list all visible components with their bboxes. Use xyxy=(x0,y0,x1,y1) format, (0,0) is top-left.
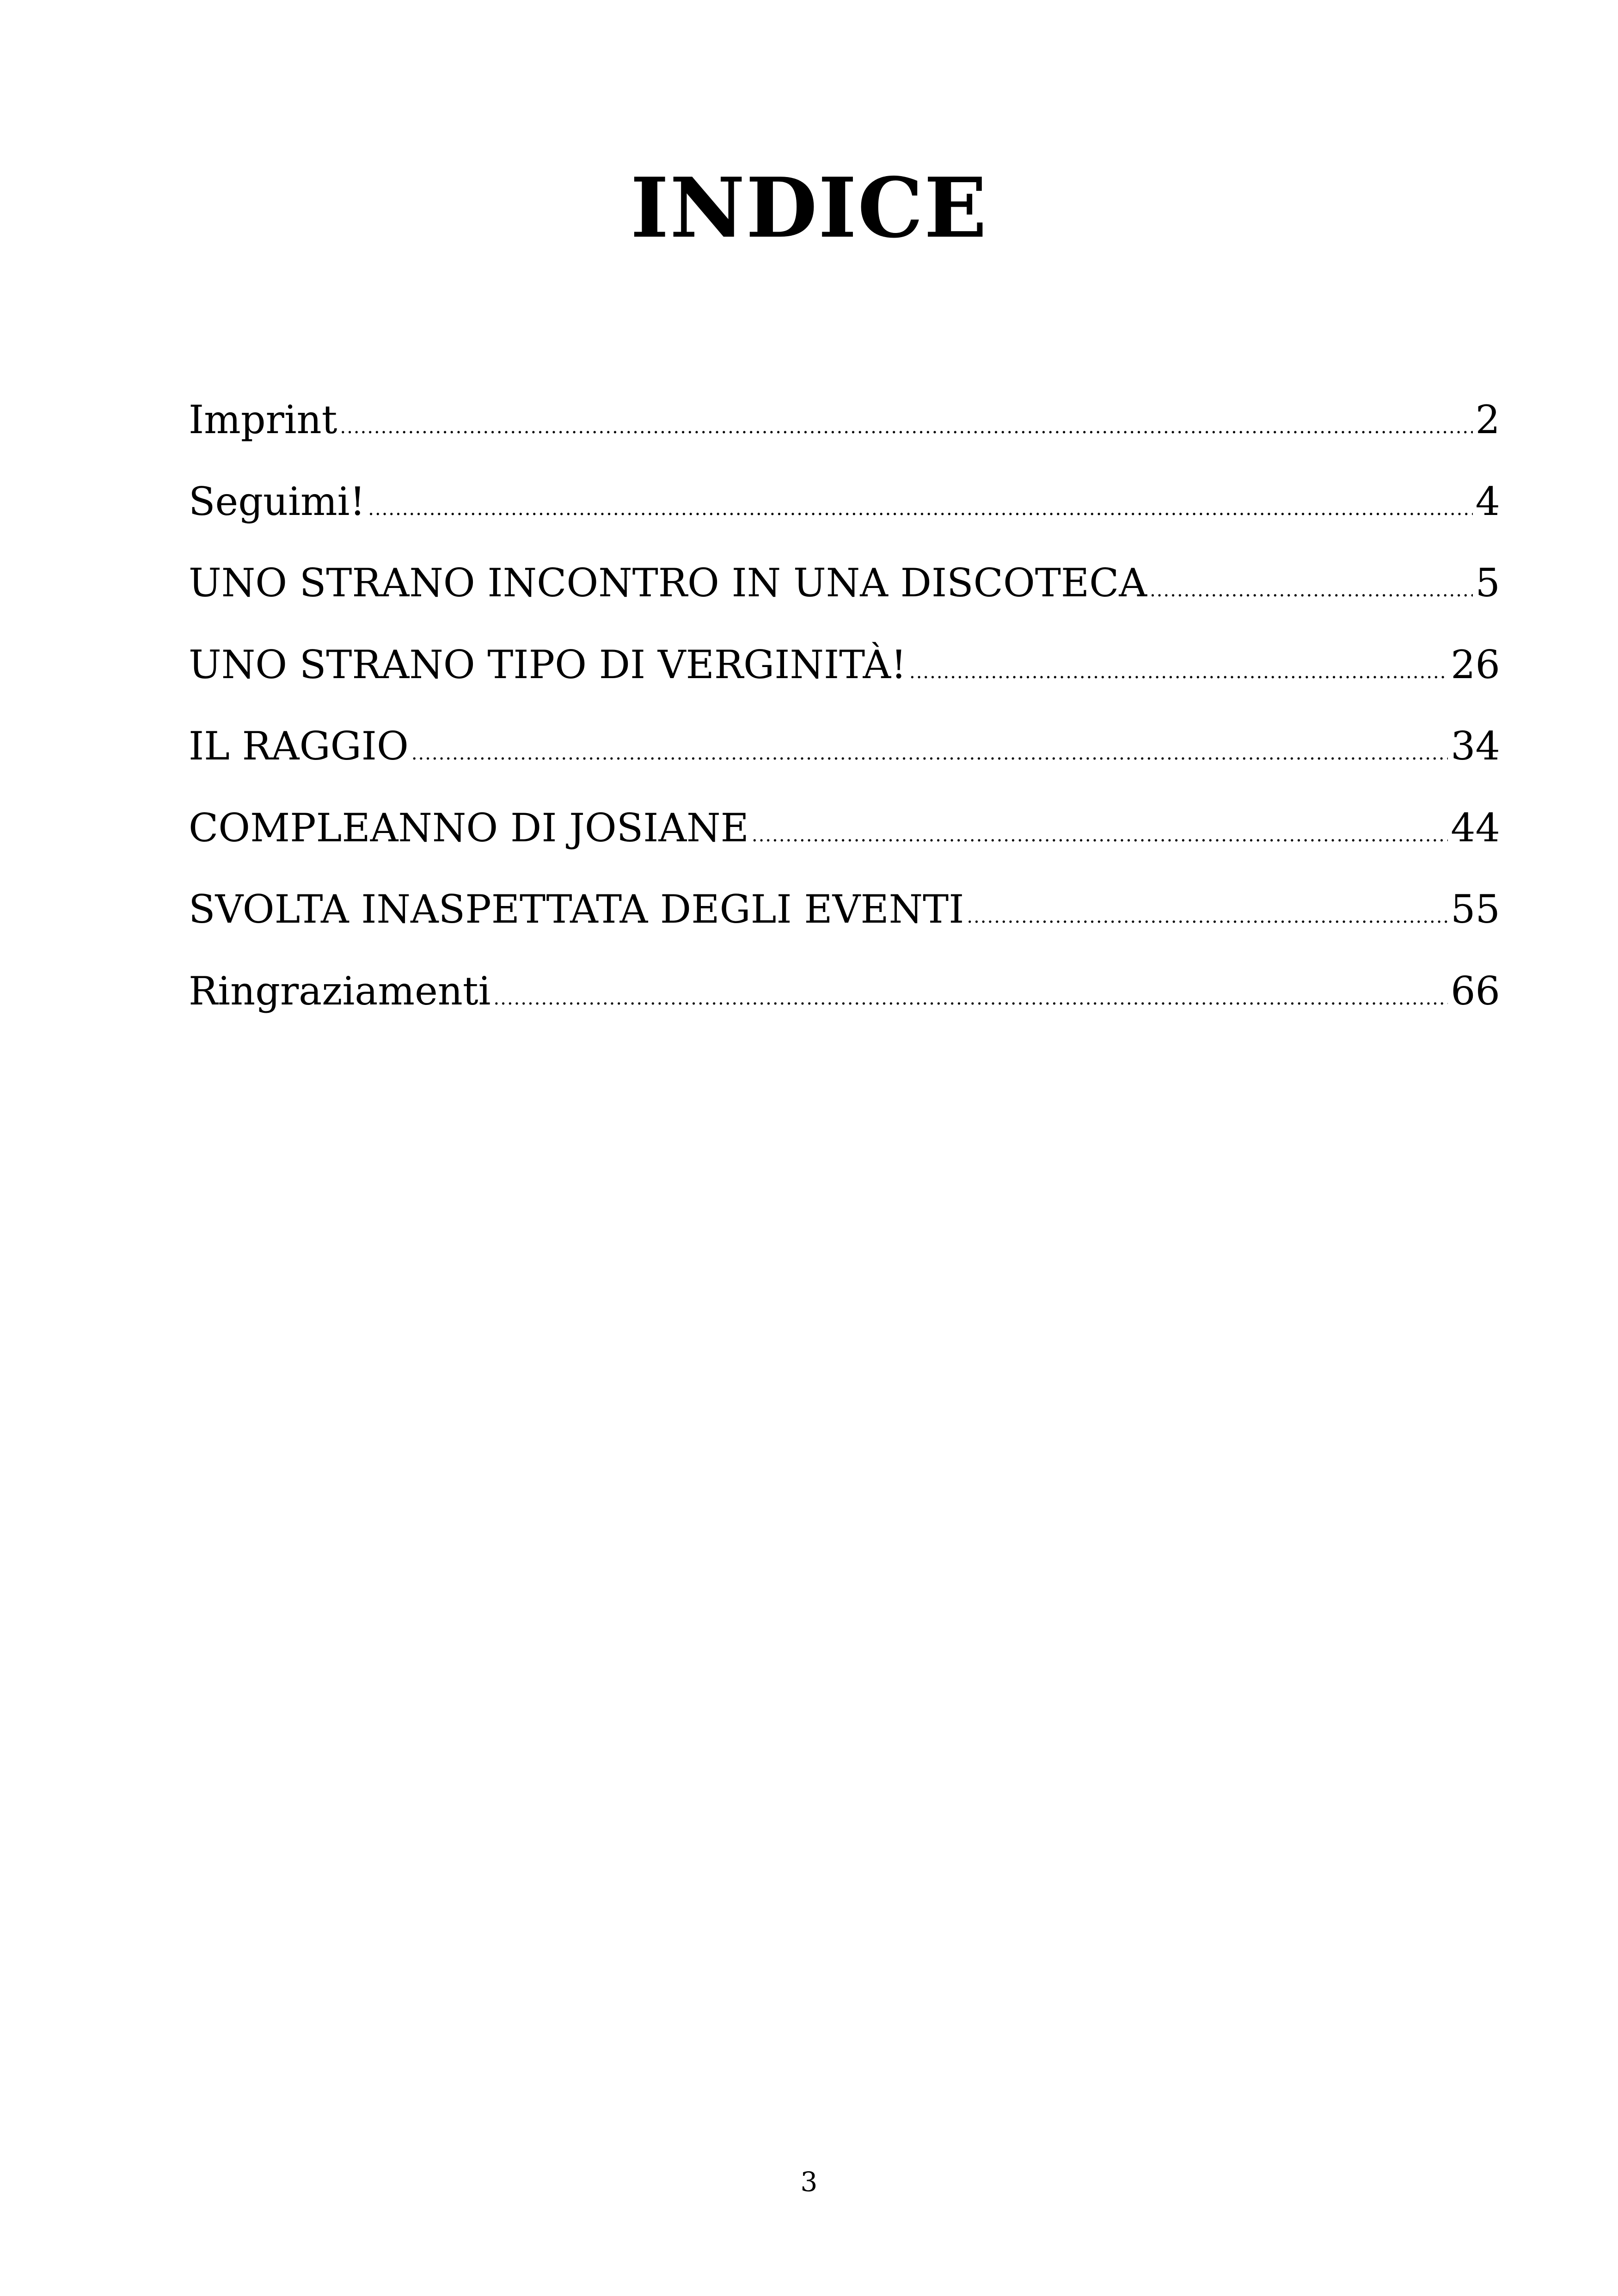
toc-entry-label: IL RAGGIO xyxy=(189,723,409,769)
toc-dot-leader xyxy=(411,713,1448,795)
toc-entry-label: UNO STRANO TIPO DI VERGINITÀ! xyxy=(189,642,907,687)
toc-dot-leader xyxy=(368,468,1472,550)
toc-entry-label: SVOLTA INASPETTATA DEGLI EVENTI xyxy=(189,887,964,932)
page-number: 3 xyxy=(800,2166,818,2198)
toc-entry-page: 34 xyxy=(1451,723,1500,769)
toc-entry-page: 44 xyxy=(1451,805,1500,851)
toc-entry-ringraziamenti[interactable] xyxy=(189,950,1500,1032)
toc-entry-uno-strano-incontro[interactable] xyxy=(189,542,1500,624)
page-title: INDICE xyxy=(630,159,988,256)
table-of-contents xyxy=(189,379,1500,1032)
toc-entry-page: 5 xyxy=(1475,560,1500,606)
toc-dot-leader xyxy=(340,386,1472,468)
toc-dot-leader xyxy=(1150,550,1472,631)
toc-entry-imprint[interactable] xyxy=(189,379,1500,461)
toc-entry-label: Imprint xyxy=(189,397,337,442)
toc-dot-leader xyxy=(909,631,1448,713)
toc-dot-leader xyxy=(967,876,1448,958)
toc-entry-label: UNO STRANO INCONTRO IN UNA DISCOTECA xyxy=(189,560,1147,606)
toc-entry-page: 26 xyxy=(1451,642,1500,687)
toc-entry-svolta[interactable] xyxy=(189,869,1500,950)
toc-dot-leader xyxy=(752,795,1448,876)
toc-entry-page: 4 xyxy=(1475,478,1500,524)
toc-entry-label: Seguimi! xyxy=(189,478,366,524)
toc-entry-il-raggio[interactable] xyxy=(189,705,1500,787)
toc-entry-seguimi[interactable] xyxy=(189,461,1500,543)
toc-entry-compleanno[interactable] xyxy=(189,787,1500,869)
toc-entry-page: 2 xyxy=(1475,397,1500,442)
toc-entry-label: COMPLEANNO DI JOSIANE xyxy=(189,805,749,851)
toc-dot-leader xyxy=(494,958,1448,1040)
toc-entry-uno-strano-tipo[interactable] xyxy=(189,624,1500,706)
toc-entry-label: Ringraziamenti xyxy=(189,968,491,1014)
toc-entry-page: 55 xyxy=(1451,887,1500,932)
toc-entry-page: 66 xyxy=(1451,968,1500,1014)
